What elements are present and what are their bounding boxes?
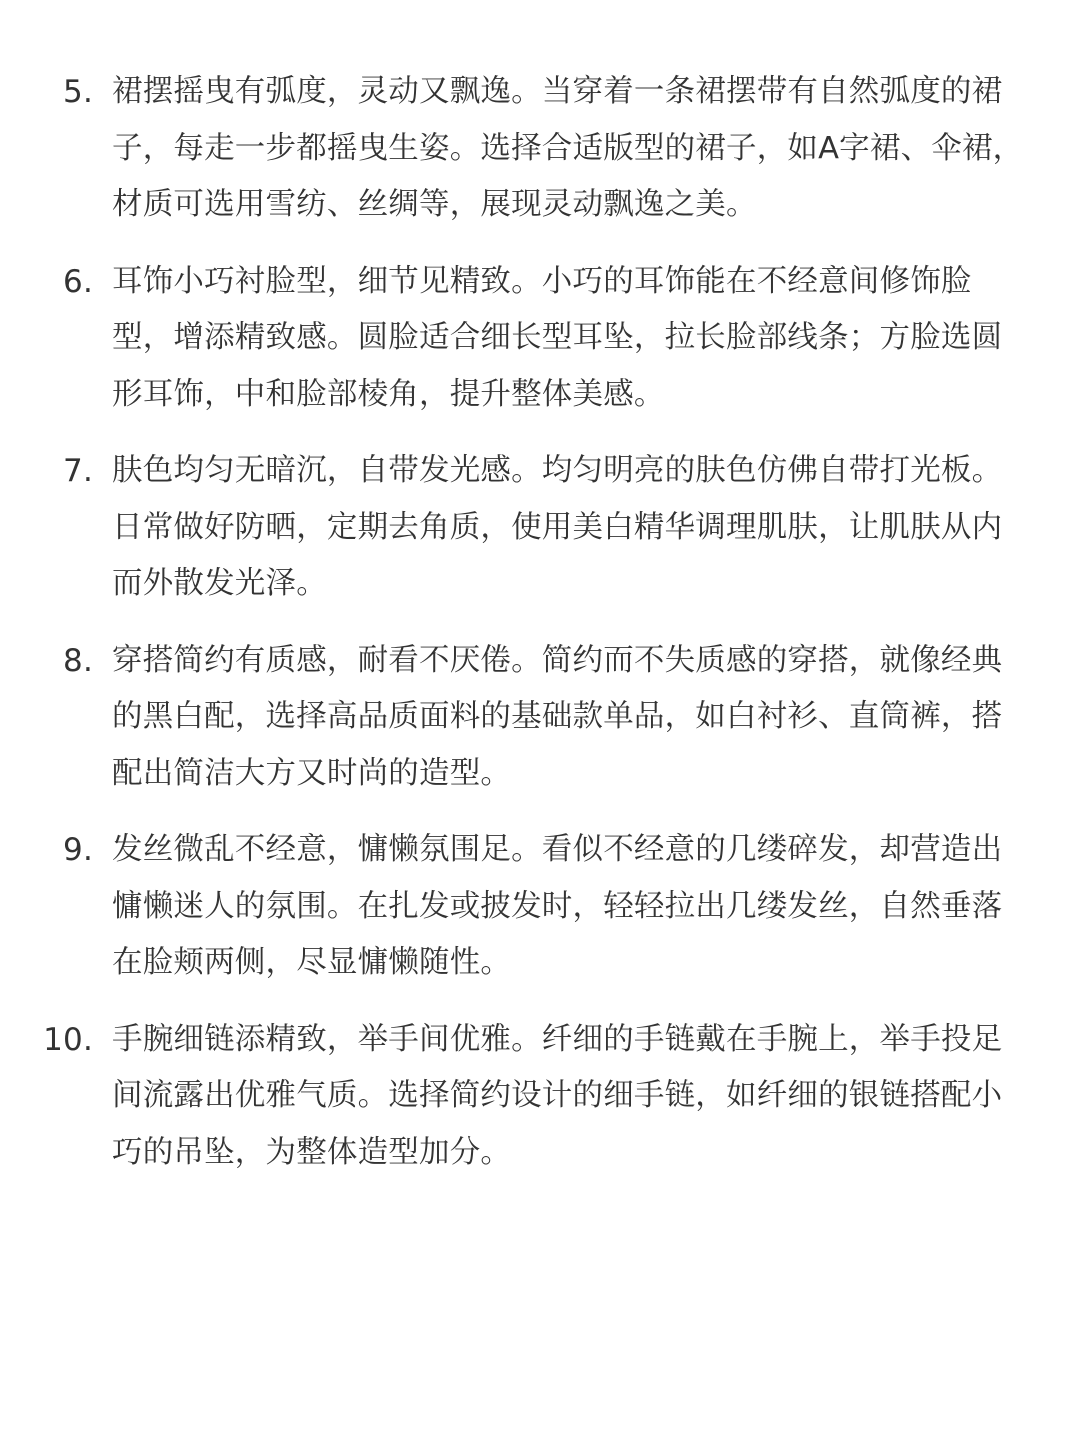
list-item-text: 裙摆摇曳有弧度，灵动又飘逸。当穿着一条裙摆带有自然弧度的裙子，每走一步都摇曳生姿。选择合适版型的裙子，如A字裙、伞裙，材质可选用雪纺、丝绸等，展现灵动飘逸之美。 <box>112 74 1024 222</box>
list-item <box>0 443 1080 613</box>
list-item <box>0 633 1080 803</box>
list-item-number: 9. <box>63 832 93 868</box>
list-item-text: 耳饰小巧衬脸型，细节见精致。小巧的耳饰能在不经意间修饰脸型，增添精致感。圆脸适合细长型耳坠，拉长脸部线条；方脸选圆形耳饰，中和脸部棱角，提升整体美感。 <box>112 263 1003 412</box>
list-item-text: 发丝微乱不经意，慵懒氛围足。看似不经意的几缕碎发，却营造出慵懒迷人的氛围。在扎发或披发时，轻轻拉出几缕发丝，自然垂落在脸颊两侧，尽显慵懒随性。 <box>112 832 1003 980</box>
list-item-number: 10. <box>43 1021 93 1058</box>
list-item <box>0 1012 1080 1182</box>
list-item-text: 手腕细链添精致，举手间优雅。纤细的手链戴在手腕上，举手投足间流露出优雅气质。选择简约设计的细手链，如纤细的银链搭配小巧的吊坠，为整体造型加分。 <box>112 1021 1003 1170</box>
list-item-number: 7. <box>63 453 93 489</box>
list-item-number: 6. <box>63 263 93 300</box>
list-item <box>0 822 1080 992</box>
list-item <box>0 254 1080 424</box>
list-item-number: 5. <box>63 74 93 110</box>
list-item-text: 肤色均匀无暗沉，自带发光感。均匀明亮的肤色仿佛自带打光板。日常做好防晒，定期去角质，使用美白精华调理肌肤，让肌肤从内而外散发光泽。 <box>112 453 1003 601</box>
list-item-text: 穿搭简约有质感，耐看不厌倦。简约而不失质感的穿搭，就像经典的黑白配，选择高品质面料的基础款单品，如白衬衫、直筒裤，搭配出简洁大方又时尚的造型。 <box>112 642 1003 791</box>
list-item-number: 8. <box>63 642 93 679</box>
list-item <box>0 64 1080 234</box>
numbered-list <box>0 64 1080 1201</box>
